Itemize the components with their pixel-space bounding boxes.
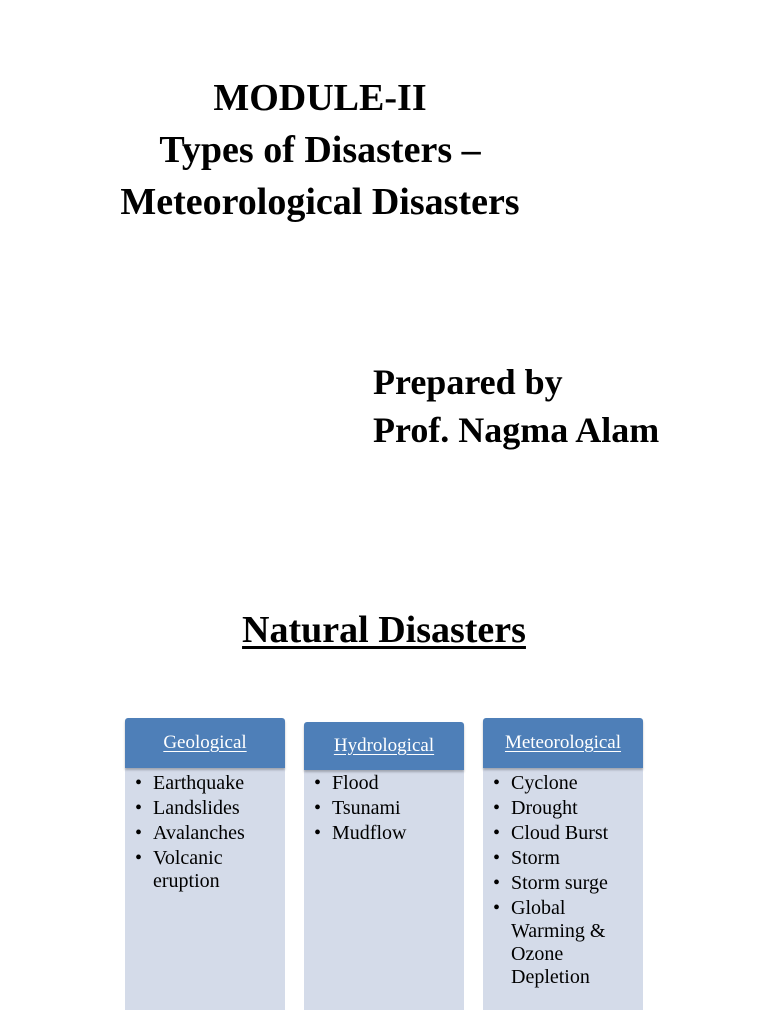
slide-heading: Natural Disasters: [242, 609, 526, 651]
meteorological-list: [491, 772, 637, 989]
geological-list: [133, 772, 279, 893]
list-item: • Landslides: [135, 797, 240, 819]
bullet-icon: •: [135, 772, 143, 794]
natural-disasters-slide: [0, 580, 768, 1024]
bullet-icon: •: [314, 772, 322, 794]
column-meteorological: [483, 718, 643, 1010]
list-item: • Cloud Burst: [493, 822, 609, 844]
column-hydrological: [304, 718, 464, 1010]
author-name: Prof. Nagma Alam: [373, 410, 660, 450]
hydrological-list: [312, 772, 458, 845]
list-item: • Avalanches: [135, 822, 245, 844]
list-item: • Global Warming & Ozone Depletion: [493, 897, 606, 988]
title-line-meteorological: Meteorological Disasters: [120, 181, 520, 223]
author-credit: [373, 358, 659, 454]
bullet-icon: •: [135, 847, 143, 869]
bullet-icon: •: [493, 847, 501, 869]
list-item: • Storm: [493, 847, 560, 869]
bullet-icon: •: [314, 822, 322, 844]
bullet-icon: •: [493, 872, 501, 894]
column-body-meteorological: [483, 746, 643, 1010]
list-item: • Flood: [314, 772, 379, 794]
column-header-hydrological: Hydrological: [304, 722, 464, 770]
bullet-icon: •: [314, 797, 322, 819]
list-item: • Tsunami: [314, 797, 401, 819]
slide-title: [60, 72, 580, 228]
bullet-icon: •: [493, 772, 501, 794]
bullet-icon: •: [493, 897, 501, 919]
bullet-icon: •: [493, 822, 501, 844]
list-item: • Drought: [493, 797, 578, 819]
column-geological: [125, 718, 285, 1010]
list-item: • Storm surge: [493, 872, 608, 894]
bullet-icon: •: [135, 822, 143, 844]
list-item: • Cyclone: [493, 772, 578, 794]
column-header-meteorological: Meteorological: [483, 718, 643, 768]
bullet-icon: •: [135, 797, 143, 819]
column-body-geological: [125, 746, 285, 1010]
list-item: • Earthquake: [135, 772, 245, 794]
title-line-types: Types of Disasters –: [159, 129, 481, 171]
column-header-geological: Geological: [125, 718, 285, 768]
list-item: • Volcanic eruption: [135, 847, 223, 892]
prepared-by-label: Prepared by: [373, 362, 563, 402]
column-body-hydrological: [304, 746, 464, 1010]
title-line-module: MODULE-II: [213, 77, 427, 119]
list-item: • Mudflow: [314, 822, 407, 844]
bullet-icon: •: [493, 797, 501, 819]
